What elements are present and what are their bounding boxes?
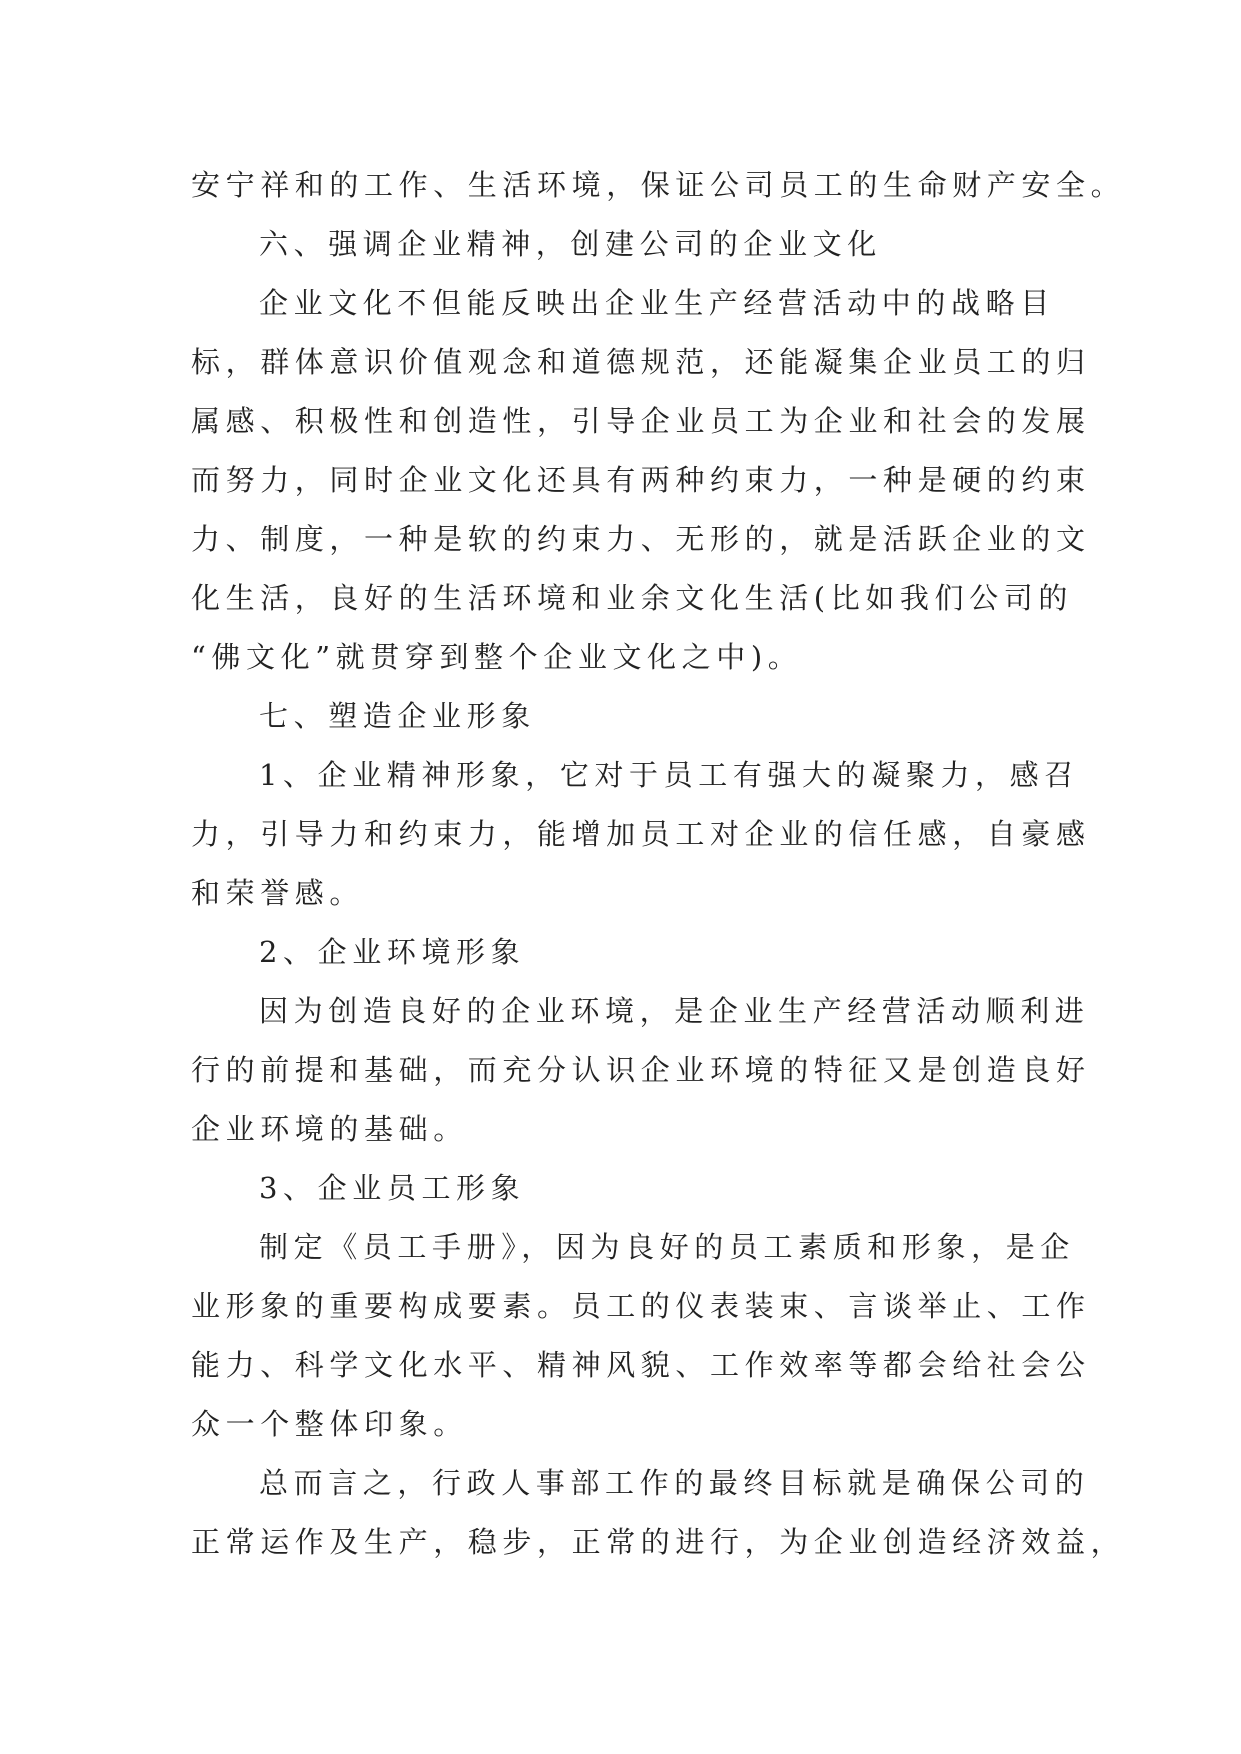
paragraph-line: 行的前提和基础，而充分认识企业环境的特征又是创造良好 xyxy=(191,1053,1091,1087)
paragraph-line: 众一个整体印象。 xyxy=(191,1407,468,1441)
section-heading: 六、强调企业精神，创建公司的企业文化 xyxy=(259,227,882,261)
paragraph-line: 因为创造良好的企业环境，是企业生产经营活动顺利进 xyxy=(259,994,1090,1028)
paragraph-line: 企业文化不但能反映出企业生产经营活动中的战略目 xyxy=(259,286,1055,320)
paragraph-line: 业形象的重要构成要素。员工的仪表装束、言谈举止、工作 xyxy=(191,1289,1091,1323)
paragraph-line: 正常运作及生产，稳步，正常的进行，为企业创造经济效益， xyxy=(191,1525,1126,1559)
paragraph-line: 力，引导力和约束力，能增加员工对企业的信任感，自豪感 xyxy=(191,817,1091,851)
subsection-heading: 2、企业环境形象 xyxy=(259,935,526,969)
section-heading: 七、塑造企业形象 xyxy=(259,699,536,733)
paragraph-line: 能力、科学文化水平、精神风貌、工作效率等都会给社会公 xyxy=(191,1348,1091,1382)
paragraph-line: 企业环境的基础。 xyxy=(191,1112,468,1146)
paragraph-line: 制定《员工手册》，因为良好的员工素质和形象，是企 xyxy=(259,1230,1075,1264)
paragraph-line: “佛文化”就贯穿到整个企业文化之中)。 xyxy=(191,640,803,674)
paragraph-line: 属感、积极性和创造性，引导企业员工为企业和社会的发展 xyxy=(191,404,1091,438)
paragraph-line: 和荣誉感。 xyxy=(191,876,365,910)
paragraph-line: 而努力，同时企业文化还具有两种约束力，一种是硬的约束 xyxy=(191,463,1091,497)
paragraph-line: 化生活，良好的生活环境和业余文化生活(比如我们公司的 xyxy=(191,581,1073,615)
paragraph-line: 安宁祥和的工作、生活环境，保证公司员工的生命财产安全。 xyxy=(191,168,1126,202)
subsection-heading: 3、企业员工形象 xyxy=(259,1171,526,1205)
paragraph-line: 总而言之，行政人事部工作的最终目标就是确保公司的 xyxy=(259,1466,1090,1500)
paragraph-line: 力、制度，一种是软的约束力、无形的，就是活跃企业的文 xyxy=(191,522,1091,556)
paragraph-line: 1、企业精神形象，它对于员工有强大的凝聚力，感召 xyxy=(259,758,1079,792)
document-body xyxy=(191,156,1126,1572)
paragraph-line: 标，群体意识价值观念和道德规范，还能凝集企业员工的归 xyxy=(191,345,1091,379)
